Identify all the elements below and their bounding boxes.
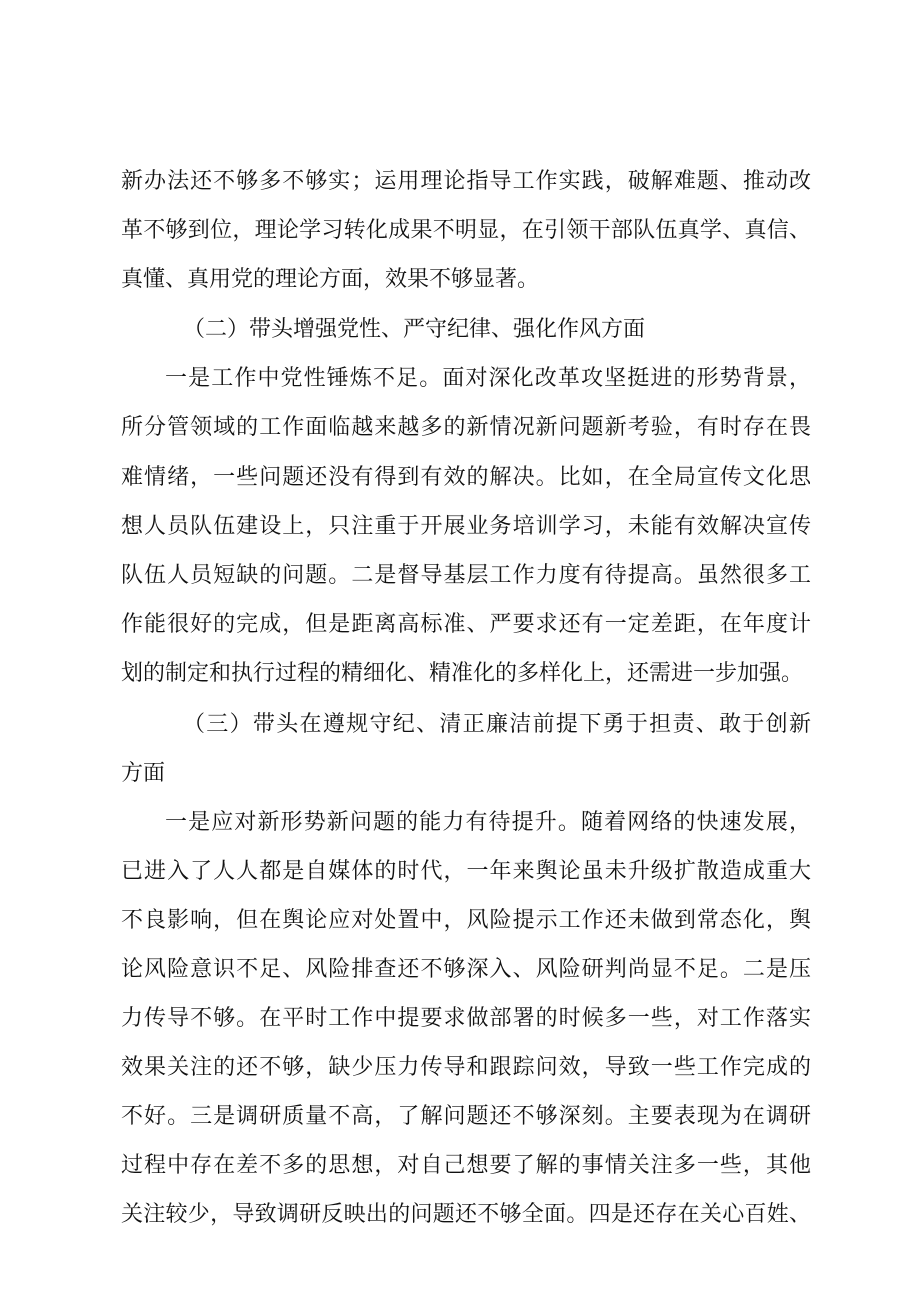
section-heading-3-cont: 方面 bbox=[121, 761, 166, 786]
text-line: 过程中存在差不多的思想，对自己想要了解的事情关注多一些，其他 bbox=[121, 1153, 811, 1178]
text-line: 已进入了人人都是自媒体的时代，一年来舆论虽未升级扩散造成重大 bbox=[121, 859, 811, 884]
text-line: 力传导不够。在平时工作中提要求做部署的时候多一些，对工作落实 bbox=[121, 1006, 811, 1031]
text-line: 革不够到位，理论学习转化成果不明显，在引领干部队伍真学、真信、 bbox=[121, 218, 811, 243]
text-line: 想人员队伍建设上，只注重于开展业务培训学习，未能有效解决宣传 bbox=[121, 514, 811, 539]
text-line: 划的制定和执行过程的精细化、精准化的多样化上，还需进一步加强。 bbox=[121, 661, 804, 686]
text-line: 效果关注的还不够，缺少压力传导和跟踪问效，导致一些工作完成的 bbox=[121, 1055, 811, 1080]
text-line: 真懂、真用党的理论方面，效果不够显著。 bbox=[121, 267, 540, 292]
text-line: 新办法还不够多不够实；运用理论指导工作实践，破解难题、推动改 bbox=[121, 169, 811, 194]
text-line: 一是应对新形势新问题的能力有待提升。随着网络的快速发展， bbox=[165, 810, 811, 835]
section-heading-2: （二）带头增强党性、严守纪律、强化作风方面 bbox=[183, 317, 646, 342]
text-line: 难情绪，一些问题还没有得到有效的解决。比如，在全局宣传文化思 bbox=[121, 465, 811, 490]
text-line: 队伍人员短缺的问题。二是督导基层工作力度有待提高。虽然很多工 bbox=[121, 563, 811, 588]
text-line: 所分管领域的工作面临越来越多的新情况新问题新考验，有时存在畏 bbox=[121, 415, 811, 440]
text-line: 不好。三是调研质量不高，了解问题还不够深刻。主要表现为在调研 bbox=[121, 1104, 811, 1129]
section-heading-3: （三）带头在遵规守纪、清正廉洁前提下勇于担责、敢于创新 bbox=[183, 712, 811, 737]
text-line: 论风险意识不足、风险排查还不够深入、风险研判尚显不足。二是压 bbox=[121, 957, 811, 982]
text-line: 作能很好的完成，但是距离高标准、严要求还有一定差距，在年度计 bbox=[121, 612, 811, 637]
text-line: 不良影响，但在舆论应对处置中，风险提示工作还未做到常态化，舆 bbox=[121, 908, 811, 933]
text-line: 关注较少，导致调研反映出的问题还不够全面。四是还存在关心百姓、 bbox=[121, 1202, 811, 1227]
text-line: 一是工作中党性锤炼不足。面对深化改革攻坚挺进的形势背景， bbox=[165, 366, 811, 391]
